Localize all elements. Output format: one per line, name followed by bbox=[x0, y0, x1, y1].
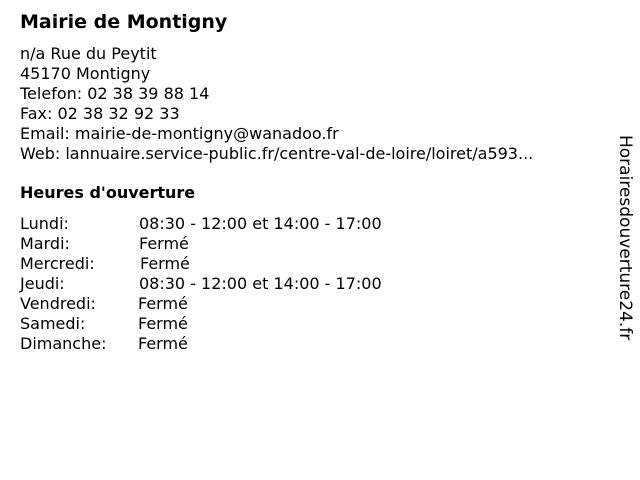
day-label: Samedi: bbox=[20, 314, 86, 333]
fax-number: Fax: 02 38 32 92 33 bbox=[20, 104, 180, 123]
time-value: Fermé bbox=[138, 334, 188, 353]
time-value: 08:30 - 12:00 et 14:00 - 17:00 bbox=[139, 214, 382, 233]
time-value: Fermé bbox=[139, 234, 189, 253]
address-block bbox=[20, 44, 533, 164]
time-value: Fermé bbox=[138, 294, 188, 313]
day-label: Mardi: bbox=[20, 234, 70, 253]
day-label: Vendredi: bbox=[20, 294, 96, 313]
time-value: Fermé bbox=[138, 314, 188, 333]
street-address: n/a Rue du Peytit bbox=[20, 44, 157, 63]
time-value: Fermé bbox=[140, 254, 190, 273]
phone-number: Telefon: 02 38 39 88 14 bbox=[20, 84, 210, 103]
email-address: Email: mairie-de-montigny@wanadoo.fr bbox=[20, 124, 339, 143]
day-label: Lundi: bbox=[20, 214, 69, 233]
opening-hours-heading: Heures d'ouverture bbox=[20, 183, 196, 202]
day-label: Jeudi: bbox=[20, 274, 65, 293]
website-url: Web: lannuaire.service-public.fr/centre-val-de-loire/loiret/a593... bbox=[20, 144, 534, 163]
time-value: 08:30 - 12:00 et 14:00 - 17:00 bbox=[139, 274, 382, 293]
postal-city: 45170 Montigny bbox=[20, 64, 151, 83]
page-title: Mairie de Montigny bbox=[20, 11, 228, 33]
day-label: Mercredi: bbox=[20, 254, 95, 273]
day-label: Dimanche: bbox=[20, 334, 107, 353]
site-watermark: Horairesdouverture24.fr bbox=[615, 135, 635, 341]
